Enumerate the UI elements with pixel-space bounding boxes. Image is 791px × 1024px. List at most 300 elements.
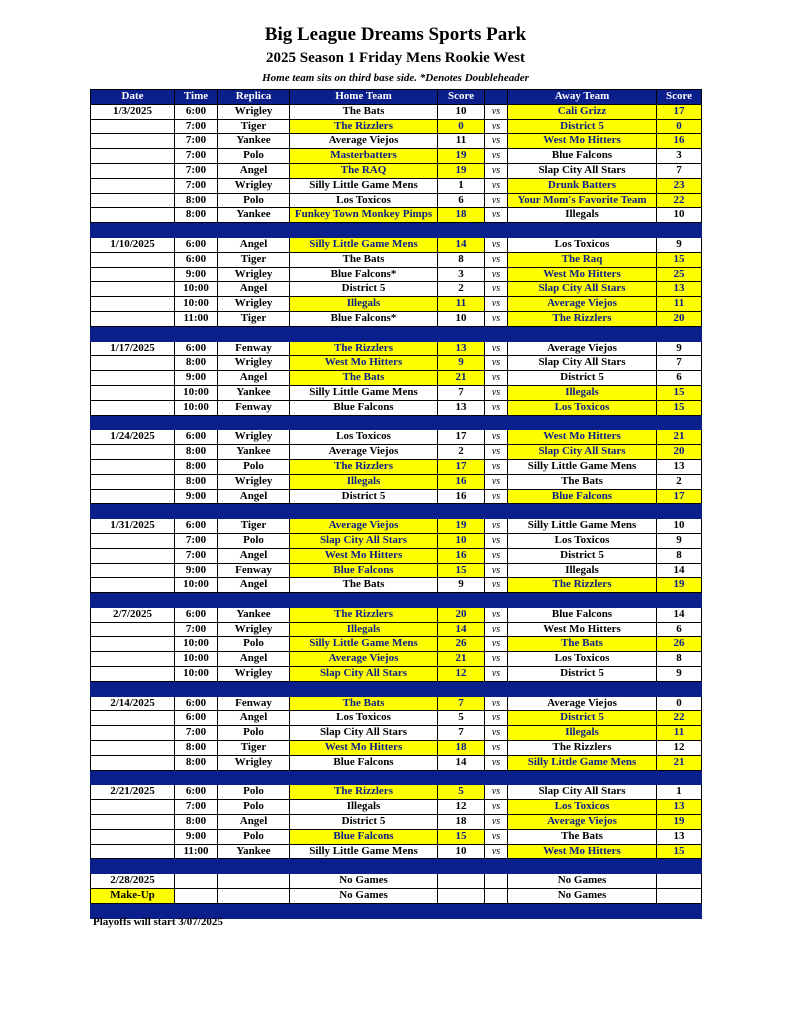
home-team: The RAQ (290, 163, 438, 178)
header-vs (485, 90, 508, 105)
game-date (91, 711, 175, 726)
game-date: 1/3/2025 (91, 104, 175, 119)
game-date (91, 149, 175, 164)
home-score: 15 (438, 563, 485, 578)
away-team: District 5 (508, 711, 657, 726)
game-row (91, 785, 702, 800)
game-row (91, 371, 702, 386)
no-game-row (91, 874, 702, 889)
vs-label: vs (485, 104, 508, 119)
game-row (91, 356, 702, 371)
game-replica: Angel (218, 237, 290, 252)
header-date: Date (91, 90, 175, 105)
game-row (91, 445, 702, 460)
game-row (91, 696, 702, 711)
vs-label: vs (485, 267, 508, 282)
home-team: Blue Falcons (290, 563, 438, 578)
game-time: 8:00 (175, 815, 218, 830)
game-time: 7:00 (175, 548, 218, 563)
separator-bar (91, 859, 702, 874)
home-team: The Bats (290, 252, 438, 267)
game-date (91, 622, 175, 637)
game-date (91, 755, 175, 770)
game-time: 6:00 (175, 696, 218, 711)
home-team: Average Viejos (290, 652, 438, 667)
away-score: 2 (657, 474, 702, 489)
game-row (91, 844, 702, 859)
vs-label (485, 874, 508, 889)
game-replica: Wrigley (218, 622, 290, 637)
away-team: Your Mom's Favorite Team (508, 193, 657, 208)
separator-bar (91, 770, 702, 785)
game-date: 1/10/2025 (91, 237, 175, 252)
game-replica: Fenway (218, 696, 290, 711)
game-date (91, 371, 175, 386)
header-home-team: Home Team (290, 90, 438, 105)
vs-label: vs (485, 533, 508, 548)
home-score: 14 (438, 237, 485, 252)
vs-label: vs (485, 371, 508, 386)
game-row (91, 267, 702, 282)
home-score: 18 (438, 741, 485, 756)
game-date (91, 459, 175, 474)
home-team: Blue Falcons* (290, 267, 438, 282)
game-replica: Yankee (218, 844, 290, 859)
away-team: Los Toxicos (508, 533, 657, 548)
vs-label: vs (485, 474, 508, 489)
away-team: Illegals (508, 726, 657, 741)
game-replica: Wrigley (218, 297, 290, 312)
game-date: 1/17/2025 (91, 341, 175, 356)
away-team: No Games (508, 874, 657, 889)
game-replica: Angel (218, 489, 290, 504)
away-score: 20 (657, 311, 702, 326)
game-date: 2/21/2025 (91, 785, 175, 800)
home-team: Blue Falcons (290, 400, 438, 415)
game-replica: Angel (218, 282, 290, 297)
game-time: 6:00 (175, 341, 218, 356)
home-score: 0 (438, 119, 485, 134)
home-score: 7 (438, 385, 485, 400)
home-score: 12 (438, 800, 485, 815)
week-separator (91, 770, 702, 785)
away-team: Slap City All Stars (508, 163, 657, 178)
vs-label: vs (485, 178, 508, 193)
home-score: 18 (438, 208, 485, 223)
home-team: Silly Little Game Mens (290, 178, 438, 193)
away-team: Silly Little Game Mens (508, 755, 657, 770)
away-score: 6 (657, 371, 702, 386)
away-team: Average Viejos (508, 297, 657, 312)
home-score: 5 (438, 711, 485, 726)
home-score: 13 (438, 341, 485, 356)
game-replica: Angel (218, 163, 290, 178)
home-score: 7 (438, 726, 485, 741)
game-replica: Wrigley (218, 356, 290, 371)
away-score: 9 (657, 533, 702, 548)
game-time: 8:00 (175, 356, 218, 371)
game-row (91, 667, 702, 682)
away-team: The Rizzlers (508, 578, 657, 593)
game-date (91, 667, 175, 682)
game-row (91, 193, 702, 208)
game-replica: Polo (218, 785, 290, 800)
vs-label: vs (485, 844, 508, 859)
away-score: 7 (657, 163, 702, 178)
game-time: 10:00 (175, 385, 218, 400)
game-date (91, 445, 175, 460)
away-team: Los Toxicos (508, 652, 657, 667)
away-team: The Bats (508, 474, 657, 489)
game-replica: Wrigley (218, 430, 290, 445)
away-score: 19 (657, 815, 702, 830)
game-time: 6:00 (175, 607, 218, 622)
header-row (91, 90, 702, 105)
away-team: West Mo Hitters (508, 134, 657, 149)
home-team: Blue Falcons (290, 755, 438, 770)
game-replica: Wrigley (218, 178, 290, 193)
vs-label (485, 889, 508, 904)
vs-label: vs (485, 341, 508, 356)
home-score: 21 (438, 652, 485, 667)
away-team: The Bats (508, 637, 657, 652)
game-time: 9:00 (175, 267, 218, 282)
game-replica (218, 874, 290, 889)
home-team: Average Viejos (290, 445, 438, 460)
away-team: District 5 (508, 371, 657, 386)
away-score (657, 874, 702, 889)
game-replica: Polo (218, 193, 290, 208)
game-date (91, 563, 175, 578)
game-date (91, 726, 175, 741)
away-team: Los Toxicos (508, 237, 657, 252)
game-row (91, 134, 702, 149)
away-score: 20 (657, 445, 702, 460)
game-date (91, 282, 175, 297)
vs-label: vs (485, 815, 508, 830)
away-team: Average Viejos (508, 341, 657, 356)
away-score: 17 (657, 489, 702, 504)
away-score: 3 (657, 149, 702, 164)
week-separator (91, 593, 702, 608)
home-score: 1 (438, 178, 485, 193)
game-row (91, 311, 702, 326)
game-row (91, 607, 702, 622)
away-score: 12 (657, 741, 702, 756)
away-team: The Bats (508, 829, 657, 844)
home-score: 14 (438, 622, 485, 637)
game-time: 8:00 (175, 474, 218, 489)
game-time: 10:00 (175, 282, 218, 297)
home-team: Slap City All Stars (290, 667, 438, 682)
vs-label: vs (485, 149, 508, 164)
game-row (91, 741, 702, 756)
away-score: 10 (657, 208, 702, 223)
game-replica: Polo (218, 829, 290, 844)
home-team: The Rizzlers (290, 459, 438, 474)
game-row (91, 755, 702, 770)
game-row (91, 163, 702, 178)
game-date (91, 134, 175, 149)
away-score: 11 (657, 297, 702, 312)
game-time: 9:00 (175, 563, 218, 578)
schedule-body (91, 104, 702, 918)
game-replica: Polo (218, 533, 290, 548)
away-team: Slap City All Stars (508, 282, 657, 297)
separator-bar (91, 326, 702, 341)
home-score: 12 (438, 667, 485, 682)
game-time: 8:00 (175, 459, 218, 474)
home-team: Silly Little Game Mens (290, 237, 438, 252)
home-team: District 5 (290, 282, 438, 297)
home-score: 2 (438, 282, 485, 297)
vs-label: vs (485, 667, 508, 682)
vs-label: vs (485, 578, 508, 593)
home-team: West Mo Hitters (290, 356, 438, 371)
away-score: 14 (657, 607, 702, 622)
game-row (91, 711, 702, 726)
game-replica: Wrigley (218, 755, 290, 770)
away-score: 22 (657, 193, 702, 208)
away-score (657, 889, 702, 904)
away-team: District 5 (508, 667, 657, 682)
home-team: Blue Falcons* (290, 311, 438, 326)
game-replica: Angel (218, 652, 290, 667)
game-date (91, 178, 175, 193)
away-team: No Games (508, 889, 657, 904)
game-replica: Tiger (218, 311, 290, 326)
separator-bar (91, 415, 702, 430)
game-row (91, 533, 702, 548)
game-time: 11:00 (175, 844, 218, 859)
vs-label: vs (485, 563, 508, 578)
game-date (91, 208, 175, 223)
away-score: 14 (657, 563, 702, 578)
away-score: 22 (657, 711, 702, 726)
away-score: 16 (657, 134, 702, 149)
game-date: Make-Up (91, 889, 175, 904)
header-away-team: Away Team (508, 90, 657, 105)
game-row (91, 637, 702, 652)
vs-label: vs (485, 741, 508, 756)
home-score: 2 (438, 445, 485, 460)
away-score: 13 (657, 282, 702, 297)
home-team: No Games (290, 874, 438, 889)
page-title: Big League Dreams Sports Park (264, 24, 527, 45)
game-date (91, 652, 175, 667)
game-date (91, 252, 175, 267)
away-score: 19 (657, 578, 702, 593)
vs-label: vs (485, 696, 508, 711)
game-time: 7:00 (175, 800, 218, 815)
home-team: The Bats (290, 104, 438, 119)
vs-label: vs (485, 311, 508, 326)
vs-label: vs (485, 208, 508, 223)
game-row (91, 178, 702, 193)
away-score: 7 (657, 356, 702, 371)
home-score: 6 (438, 193, 485, 208)
game-time: 6:00 (175, 104, 218, 119)
separator-bar (91, 681, 702, 696)
game-row (91, 104, 702, 119)
vs-label: vs (485, 829, 508, 844)
game-replica: Wrigley (218, 104, 290, 119)
home-score: 13 (438, 400, 485, 415)
game-row (91, 519, 702, 534)
game-replica: Tiger (218, 252, 290, 267)
game-replica: Angel (218, 815, 290, 830)
vs-label: vs (485, 755, 508, 770)
game-replica: Wrigley (218, 267, 290, 282)
home-score: 5 (438, 785, 485, 800)
away-score: 15 (657, 385, 702, 400)
away-team: West Mo Hitters (508, 622, 657, 637)
game-time: 7:00 (175, 622, 218, 637)
game-time: 6:00 (175, 711, 218, 726)
game-time: 8:00 (175, 755, 218, 770)
home-team: Illegals (290, 800, 438, 815)
vs-label: vs (485, 637, 508, 652)
away-team: Slap City All Stars (508, 356, 657, 371)
home-team: West Mo Hitters (290, 548, 438, 563)
game-replica: Polo (218, 800, 290, 815)
game-time: 10:00 (175, 578, 218, 593)
vs-label: vs (485, 400, 508, 415)
separator-bar (91, 504, 702, 519)
away-team: Los Toxicos (508, 800, 657, 815)
game-time: 9:00 (175, 829, 218, 844)
game-row (91, 400, 702, 415)
game-replica: Yankee (218, 607, 290, 622)
home-score: 10 (438, 533, 485, 548)
away-score: 26 (657, 637, 702, 652)
home-score: 11 (438, 297, 485, 312)
away-team: Blue Falcons (508, 149, 657, 164)
away-score: 9 (657, 237, 702, 252)
home-team: Silly Little Game Mens (290, 637, 438, 652)
game-date (91, 637, 175, 652)
home-team: Illegals (290, 622, 438, 637)
game-date: 2/28/2025 (91, 874, 175, 889)
home-team: The Bats (290, 371, 438, 386)
game-time: 7:00 (175, 533, 218, 548)
vs-label: vs (485, 237, 508, 252)
game-row (91, 237, 702, 252)
away-score: 13 (657, 829, 702, 844)
game-row (91, 652, 702, 667)
away-team: Average Viejos (508, 815, 657, 830)
away-score: 21 (657, 430, 702, 445)
home-team: Silly Little Game Mens (290, 844, 438, 859)
schedule-note: Home team sits on third base side. *Denotes Doubleheader (262, 72, 529, 84)
vs-label: vs (485, 119, 508, 134)
home-score: 19 (438, 149, 485, 164)
home-team: District 5 (290, 815, 438, 830)
game-replica: Fenway (218, 563, 290, 578)
game-row (91, 800, 702, 815)
game-replica: Tiger (218, 741, 290, 756)
game-replica: Angel (218, 371, 290, 386)
away-team: The Rizzlers (508, 311, 657, 326)
game-date (91, 815, 175, 830)
game-time (175, 874, 218, 889)
game-row (91, 815, 702, 830)
game-replica: Angel (218, 711, 290, 726)
game-replica: Wrigley (218, 667, 290, 682)
game-row (91, 474, 702, 489)
header-home-score: Score (438, 90, 485, 105)
game-row (91, 430, 702, 445)
game-row (91, 622, 702, 637)
game-time (175, 889, 218, 904)
away-team: Los Toxicos (508, 400, 657, 415)
away-team: District 5 (508, 119, 657, 134)
week-separator (91, 326, 702, 341)
game-time: 6:00 (175, 237, 218, 252)
game-date: 2/14/2025 (91, 696, 175, 711)
game-time: 7:00 (175, 163, 218, 178)
vs-label: vs (485, 622, 508, 637)
away-team: Average Viejos (508, 696, 657, 711)
away-score: 6 (657, 622, 702, 637)
vs-label: vs (485, 252, 508, 267)
game-replica: Yankee (218, 385, 290, 400)
vs-label: vs (485, 297, 508, 312)
game-row (91, 829, 702, 844)
home-score (438, 874, 485, 889)
home-score: 18 (438, 815, 485, 830)
game-date (91, 119, 175, 134)
vs-label: vs (485, 134, 508, 149)
game-date (91, 400, 175, 415)
game-date (91, 578, 175, 593)
vs-label: vs (485, 489, 508, 504)
no-game-row (91, 889, 702, 904)
home-team: Average Viejos (290, 519, 438, 534)
away-team: Silly Little Game Mens (508, 459, 657, 474)
game-time: 10:00 (175, 400, 218, 415)
game-row (91, 563, 702, 578)
away-team: Blue Falcons (508, 489, 657, 504)
game-row (91, 282, 702, 297)
vs-label: vs (485, 548, 508, 563)
vs-label: vs (485, 800, 508, 815)
week-separator (91, 681, 702, 696)
away-team: West Mo Hitters (508, 430, 657, 445)
home-team: The Bats (290, 696, 438, 711)
game-date (91, 193, 175, 208)
game-row (91, 208, 702, 223)
separator-bar (91, 223, 702, 238)
game-time: 9:00 (175, 371, 218, 386)
home-score: 17 (438, 430, 485, 445)
game-date (91, 489, 175, 504)
header-replica: Replica (218, 90, 290, 105)
game-date (91, 533, 175, 548)
game-replica: Yankee (218, 208, 290, 223)
game-row (91, 489, 702, 504)
away-team: Illegals (508, 208, 657, 223)
home-score: 14 (438, 755, 485, 770)
game-time: 10:00 (175, 652, 218, 667)
game-row (91, 385, 702, 400)
game-time: 6:00 (175, 519, 218, 534)
game-replica: Polo (218, 459, 290, 474)
schedule-table (90, 89, 702, 919)
game-date (91, 829, 175, 844)
home-score: 7 (438, 696, 485, 711)
game-time: 9:00 (175, 489, 218, 504)
